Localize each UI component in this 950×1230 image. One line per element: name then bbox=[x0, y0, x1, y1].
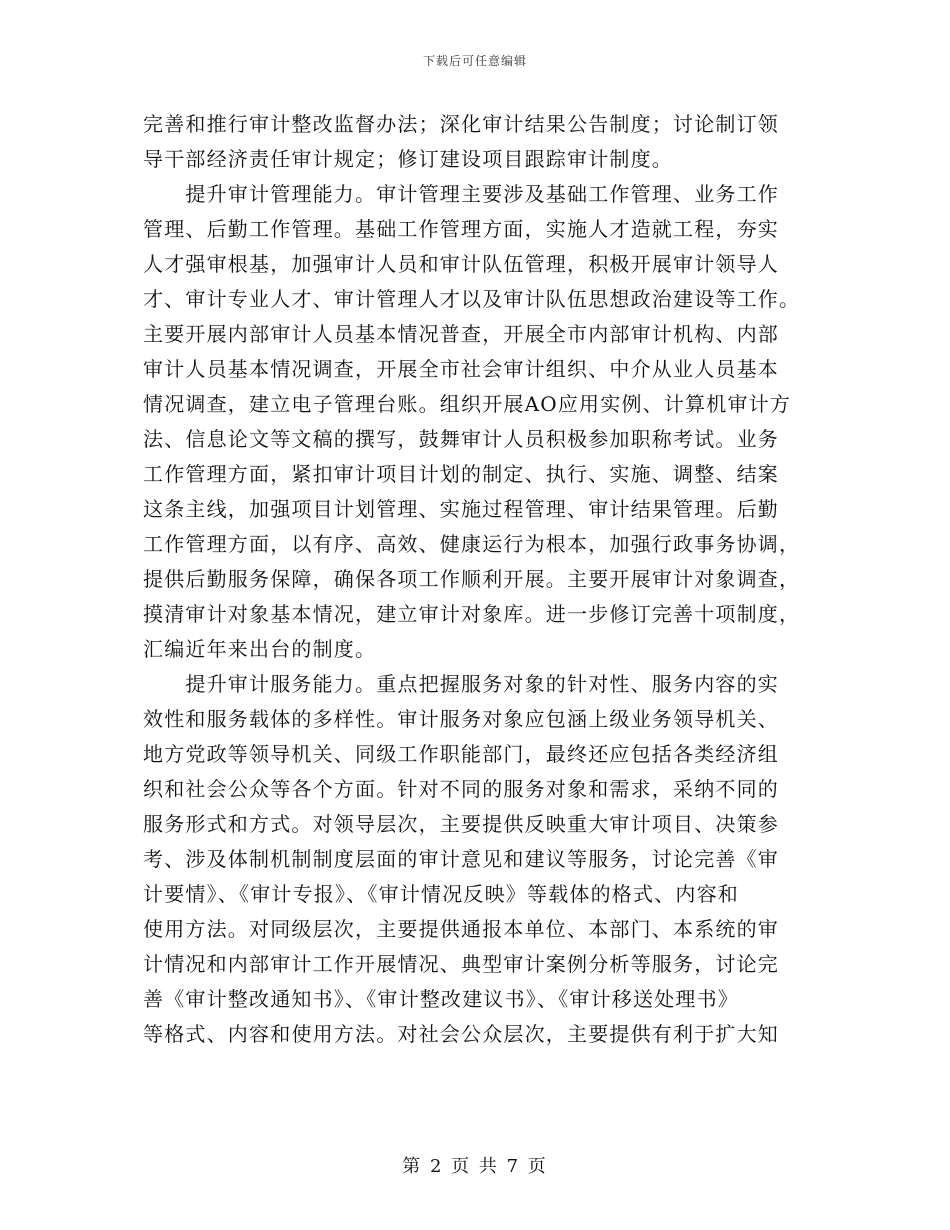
text-line: 提升审计服务能力。重点把握服务对象的针对性、服务内容的实 bbox=[143, 672, 779, 696]
text-line: 效性和服务载体的多样性。审计服务对象应包涵上级业务领导机关、 bbox=[143, 707, 779, 731]
text-line: 审计人员基本情况调查，开展全市社会审计组织、中介从业人员基本 bbox=[143, 357, 779, 381]
text-line: 法、信息论文等文稿的撰写，鼓舞审计人员积极参加职称考试。业务 bbox=[143, 427, 779, 451]
text-line: 摸清审计对象基本情况，建立审计对象库。进一步修订完善十项制度， bbox=[143, 602, 801, 626]
text-line: 完善和推行审计整改监督办法；深化审计结果公告制度；讨论制订领 bbox=[143, 112, 779, 136]
text-line: 情况调查，建立电子管理台账。组织开展AO应用实例、计算机审计方 bbox=[143, 392, 792, 416]
page-footer: 第 2 页 共 7 页 bbox=[402, 1156, 548, 1177]
text-line: 地方党政等领导机关、同级工作职能部门，最终还应包括各类经济组 bbox=[143, 742, 779, 766]
text-line: 考、涉及体制机制制度层面的审计意见和建议等服务，讨论完善《审 bbox=[143, 847, 779, 871]
text-line: 提升审计管理能力。审计管理主要涉及基础工作管理、业务工作 bbox=[143, 182, 779, 206]
text-line: 使用方法。对同级层次，主要提供通报本单位、本部门、本系统的审 bbox=[143, 917, 779, 941]
text-line: 善《审计整改通知书》、《审计整改建议书》、《审计移送处理书》 bbox=[143, 987, 739, 1011]
text-line: 才、审计专业人才、审计管理人才以及审计队伍思想政治建设等工作。 bbox=[143, 287, 801, 311]
text-line: 管理、后勤工作管理。基础工作管理方面，实施人才造就工程，夯实 bbox=[143, 217, 779, 241]
text-line: 等格式、内容和使用方法。对社会公众层次，主要提供有利于扩大知 bbox=[143, 1022, 779, 1046]
text-line: 计情况和内部审计工作开展情况、典型审计案例分析等服务，讨论完 bbox=[143, 952, 779, 976]
text-line: 汇编近年来出台的制度。 bbox=[143, 637, 377, 661]
text-line: 提供后勤服务保障，确保各项工作顺利开展。主要开展审计对象调查， bbox=[143, 567, 801, 591]
text-line: 服务形式和方式。对领导层次，主要提供反映重大审计项目、决策参 bbox=[143, 812, 779, 836]
text-line: 工作管理方面，以有序、高效、健康运行为根本，加强行政事务协调， bbox=[143, 532, 801, 556]
text-line: 主要开展内部审计人员基本情况普查，开展全市内部审计机构、内部 bbox=[143, 322, 779, 346]
body-text bbox=[143, 107, 807, 1052]
page-header: 下载后可任意编辑 bbox=[422, 54, 527, 68]
text-line: 导干部经济责任审计规定；修订建设项目跟踪审计制度。 bbox=[143, 147, 673, 171]
text-line: 织和社会公众等各个方面。针对不同的服务对象和需求，采纳不同的 bbox=[143, 777, 779, 801]
text-line: 计要情》、《审计专报》、《审计情况反映》等载体的格式、内容和 bbox=[143, 882, 739, 906]
text-line: 工作管理方面，紧扣审计项目计划的制定、执行、实施、调整、结案 bbox=[143, 462, 779, 486]
text-line: 人才强审根基，加强审计人员和审计队伍管理，积极开展审计领导人 bbox=[143, 252, 779, 276]
text-line: 这条主线，加强项目计划管理、实施过程管理、审计结果管理。后勤 bbox=[143, 497, 779, 521]
